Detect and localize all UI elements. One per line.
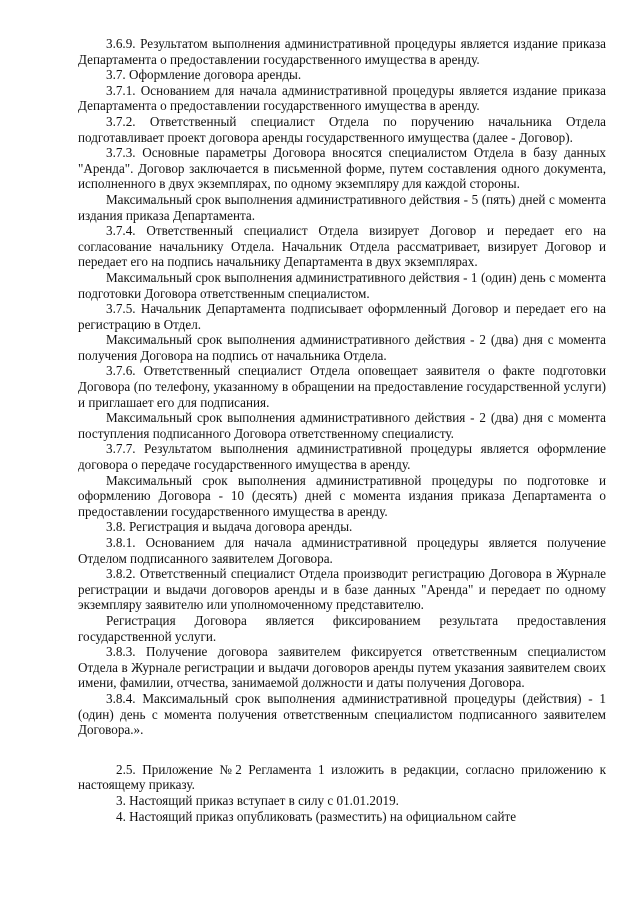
- paragraph-3-7-3: 3.7.3. Основные параметры Договора вносятся специалистом Отдела в базу данных "Аренда". Договор заключается в письменной форме, путем составления одного документа, исполненного в двух экземплярах, по одному экземпляру для каждой стороны.: [78, 145, 606, 192]
- paragraph-3-6-9: 3.6.9. Результатом выполнения административной процедуры является издание приказа Департамента о предоставлении государственного имущества в аренду.: [78, 36, 606, 67]
- paragraph-3-7-4: 3.7.4. Ответственный специалист Отдела визирует Договор и передает его на согласование начальнику Отдела. Начальник Отдела рассматривает, визирует Договор и передает его на подпись начальнику Департамента в двух экземплярах.: [78, 223, 606, 270]
- paragraph-3-7-5: 3.7.5. Начальник Департамента подписывает оформленный Договор и передает его на регистрацию в Отдел.: [78, 301, 606, 332]
- order-clauses: [78, 762, 606, 824]
- paragraph-deadline-10-days: Максимальный срок выполнения административной процедуры по подготовке и оформлению Договора - 10 (десять) дней с момента издания приказа Департамента о предоставлении государственного имущества в аренду.: [78, 472, 606, 519]
- paragraph-deadline-1-day: Максимальный срок выполнения административного действия - 1 (один) день с момента подготовки Договора ответственным специалистом.: [78, 269, 606, 301]
- clause-2-5: 2.5. Приложение №2 Регламента 1 изложить в редакции, согласно приложению к настоящему приказу.: [78, 761, 606, 793]
- paragraph-deadline-2-days-a: Максимальный срок выполнения административного действия - 2 (два) дня с момента получения Договора на подпись от начальника Отдела.: [78, 332, 606, 363]
- heading-3-8: 3.8. Регистрация и выдача договора аренды.: [106, 519, 353, 535]
- regulation-section-3: [78, 36, 606, 738]
- paragraph-3-8-3: 3.8.3. Получение договора заявителем фиксируется ответственным специалистом Отдела в Журнале регистрации и выдачи договоров аренды путем указания заявителем своих имени, фамилии, отчества, занимаемой должности и даты получения Договора.: [78, 644, 606, 691]
- clause-3: 3. Настоящий приказ вступает в силу с 01.01.2019.: [116, 792, 399, 808]
- paragraph-3-7-2: 3.7.2. Ответственный специалист Отдела по поручению начальника Отдела подготавливает проект договора аренды государственного имущества (далее - Договор).: [78, 113, 606, 145]
- clause-4: 4. Настоящий приказ опубликовать (разместить) на официальном сайте: [116, 808, 517, 824]
- section-gap: [78, 738, 606, 762]
- paragraph-3-7-6: 3.7.6. Ответственный специалист Отдела оповещает заявителя о факте подготовки Договора (по телефону, указанному в обращении на предоставление государственной услуги) и приглашает его для подписания.: [78, 363, 606, 410]
- paragraph-3-8-2: 3.8.2. Ответственный специалист Отдела производит регистрацию Договора в Журнале регистрации и выдачи договоров аренды и в базе данных "Аренда" и передает по одному экземпляру заявителю или уполномоченному представителю.: [78, 566, 606, 613]
- paragraph-3-8-1: 3.8.1. Основанием для начала административной процедуры является получение Отделом подписанного заявителем Договора.: [78, 535, 606, 566]
- heading-3-7: 3.7. Оформление договора аренды.: [106, 67, 302, 83]
- paragraph-3-7-1: 3.7.1. Основанием для начала административной процедуры является издание приказа Департамента о предоставлении государственного имущества в аренду.: [78, 82, 606, 114]
- paragraph-deadline-5-days: Максимальный срок выполнения административного действия - 5 (пять) дней с момента издания приказа Департамента.: [78, 191, 606, 223]
- paragraph-registration: Регистрация Договора является фиксированием результата предоставления государственной услуги.: [78, 612, 606, 644]
- paragraph-3-8-4: 3.8.4. Максимальный срок выполнения административной процедуры (действия) - 1 (один) день с момента получения ответственным специалистом подписанного заявителем Договора.».: [78, 690, 606, 738]
- paragraph-3-7-7: 3.7.7. Результатом выполнения административной процедуры является оформление договора о передаче государственного имущества в аренду.: [78, 441, 606, 473]
- paragraph-deadline-2-days-b: Максимальный срок выполнения административного действия - 2 (два) дня с момента поступления подписанного Договора ответственному специалисту.: [78, 410, 606, 441]
